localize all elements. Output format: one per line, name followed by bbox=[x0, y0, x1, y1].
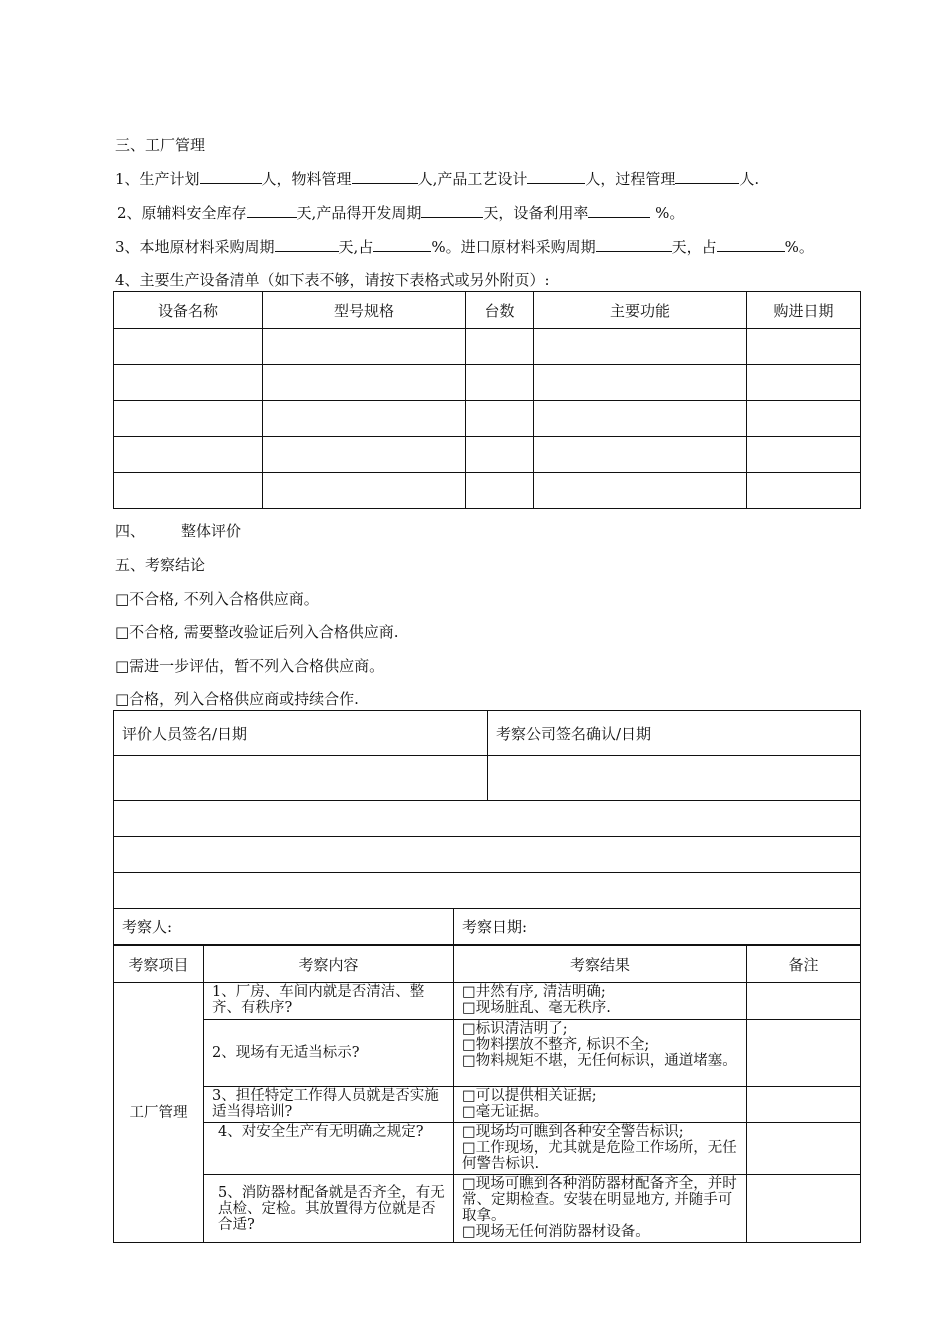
inspect-remark-5[interactable] bbox=[747, 1175, 861, 1243]
table-row bbox=[114, 329, 861, 365]
process-design-blank[interactable] bbox=[527, 169, 585, 184]
inspect-remark-2[interactable] bbox=[747, 1020, 861, 1087]
signature-table bbox=[113, 710, 861, 945]
inventory-line: 2、原辅料安全库存 天,产品得开发周期 天，设备利用率 %。 bbox=[117, 204, 685, 222]
inspect-content-2: 2、现场有无适当标示? bbox=[204, 1020, 454, 1087]
conclusion-option-1[interactable]: □不合格, 不列入合格供应商。 bbox=[115, 590, 319, 608]
blank-row[interactable] bbox=[114, 873, 861, 909]
production-plan-blank[interactable] bbox=[200, 169, 262, 184]
import-cycle-blank[interactable] bbox=[596, 237, 672, 252]
inspect-result-2[interactable]: □标识清洁明了; □物料摆放不整齐, 标识不全; □物料规矩不堪，无任何标识，通道堵塞。 bbox=[454, 1020, 747, 1087]
equipment-list-intro: 4、主要生产设备清单（如下表不够，请按下表格式或另外附页）: bbox=[115, 271, 550, 289]
inspect-category: 工厂管理 bbox=[114, 983, 204, 1243]
equip-header-date: 购进日期 bbox=[747, 292, 861, 329]
equip-header-name: 设备名称 bbox=[114, 292, 263, 329]
table-row bbox=[114, 983, 861, 1020]
import-pct-blank[interactable] bbox=[717, 237, 785, 252]
material-mgmt-blank[interactable] bbox=[352, 169, 418, 184]
section4-heading bbox=[115, 520, 241, 541]
conclusion-option-2[interactable]: □不合格, 需要整改验证后列入合格供应商. bbox=[115, 623, 399, 641]
local-cycle-blank[interactable] bbox=[275, 237, 339, 252]
conclusion-option-4[interactable]: □合格，列入合格供应商或持续合作. bbox=[115, 690, 359, 708]
inspect-result-1[interactable]: □井然有序, 清洁明确; □现场脏乱、毫无秩序. bbox=[454, 983, 747, 1020]
inspect-header-result: 考察结果 bbox=[454, 946, 747, 983]
production-staff-line: 1、生产计划 人，物料管理 人,产品工艺设计 人，过程管理 人. bbox=[115, 170, 760, 188]
inspector-label[interactable]: 考察人: bbox=[114, 909, 454, 945]
safety-stock-blank[interactable] bbox=[247, 203, 297, 218]
table-row bbox=[114, 437, 861, 473]
section4-title: 整体评价 bbox=[181, 522, 242, 540]
equipment-table bbox=[113, 291, 861, 509]
blank-row[interactable] bbox=[114, 801, 861, 837]
evaluator-signature-field[interactable] bbox=[114, 756, 488, 801]
section4-num: 四、 bbox=[115, 522, 146, 540]
conclusion-option-3[interactable]: □需进一步评估，暂不列入合格供应商。 bbox=[115, 657, 385, 675]
utilization-blank[interactable] bbox=[588, 203, 650, 218]
table-row bbox=[114, 1175, 861, 1243]
dev-cycle-blank[interactable] bbox=[421, 203, 483, 218]
equip-header-model: 型号规格 bbox=[263, 292, 466, 329]
equip-header-count: 台数 bbox=[466, 292, 534, 329]
inspect-content-1: 1、厂房、车间内就是否清洁、整齐、有秩序? bbox=[204, 983, 454, 1020]
local-pct-blank[interactable] bbox=[373, 237, 431, 252]
inspect-result-5[interactable]: □现场可瞧到各种消防器材配备齐全，并时常、定期检查。安装在明显地方, 并随手可取拿。 □现场无任何消防器材设备。 bbox=[454, 1175, 747, 1243]
table-row bbox=[114, 365, 861, 401]
inspect-header-remark: 备注 bbox=[747, 946, 861, 983]
equip-header-function: 主要功能 bbox=[534, 292, 747, 329]
inspect-result-4[interactable]: □现场均可瞧到各种安全警告标识; □工作现场，尤其就是危险工作场所，无任何警告标识. bbox=[454, 1123, 747, 1175]
evaluator-signature-label: 评价人员签名/日期 bbox=[114, 711, 488, 756]
inspect-result-3[interactable]: □可以提供相关证据; □毫无证据。 bbox=[454, 1087, 747, 1123]
procurement-line: 3、本地原材料采购周期 天,占 %。进口原材料采购周期 天，占 %。 bbox=[115, 238, 814, 256]
table-row bbox=[114, 1123, 861, 1175]
process-mgmt-blank[interactable] bbox=[675, 169, 739, 184]
inspect-content-5: 5、消防器材配备就是否齐全，有无点检、定检。其放置得方位就是否合适? bbox=[204, 1175, 454, 1243]
blank-row[interactable] bbox=[114, 837, 861, 873]
inspect-content-3: 3、担任特定工作得人员就是否实施适当得培训? bbox=[204, 1087, 454, 1123]
table-row bbox=[114, 1020, 861, 1087]
inspect-remark-1[interactable] bbox=[747, 983, 861, 1020]
inspection-date-label[interactable]: 考察日期: bbox=[454, 909, 861, 945]
section5-title: 五、考察结论 bbox=[115, 556, 206, 574]
table-row bbox=[114, 473, 861, 509]
table-row bbox=[114, 1087, 861, 1123]
inspect-remark-3[interactable] bbox=[747, 1087, 861, 1123]
inspect-header-item: 考察项目 bbox=[114, 946, 204, 983]
inspect-header-content: 考察内容 bbox=[204, 946, 454, 983]
company-signature-field[interactable] bbox=[488, 756, 861, 801]
section3-title: 三、工厂管理 bbox=[115, 136, 206, 154]
inspect-content-4: 4、对安全生产有无明确之规定? bbox=[204, 1123, 454, 1175]
inspection-table bbox=[113, 945, 861, 1243]
company-signature-label: 考察公司签名确认/日期 bbox=[488, 711, 861, 756]
table-row bbox=[114, 401, 861, 437]
inspect-remark-4[interactable] bbox=[747, 1123, 861, 1175]
